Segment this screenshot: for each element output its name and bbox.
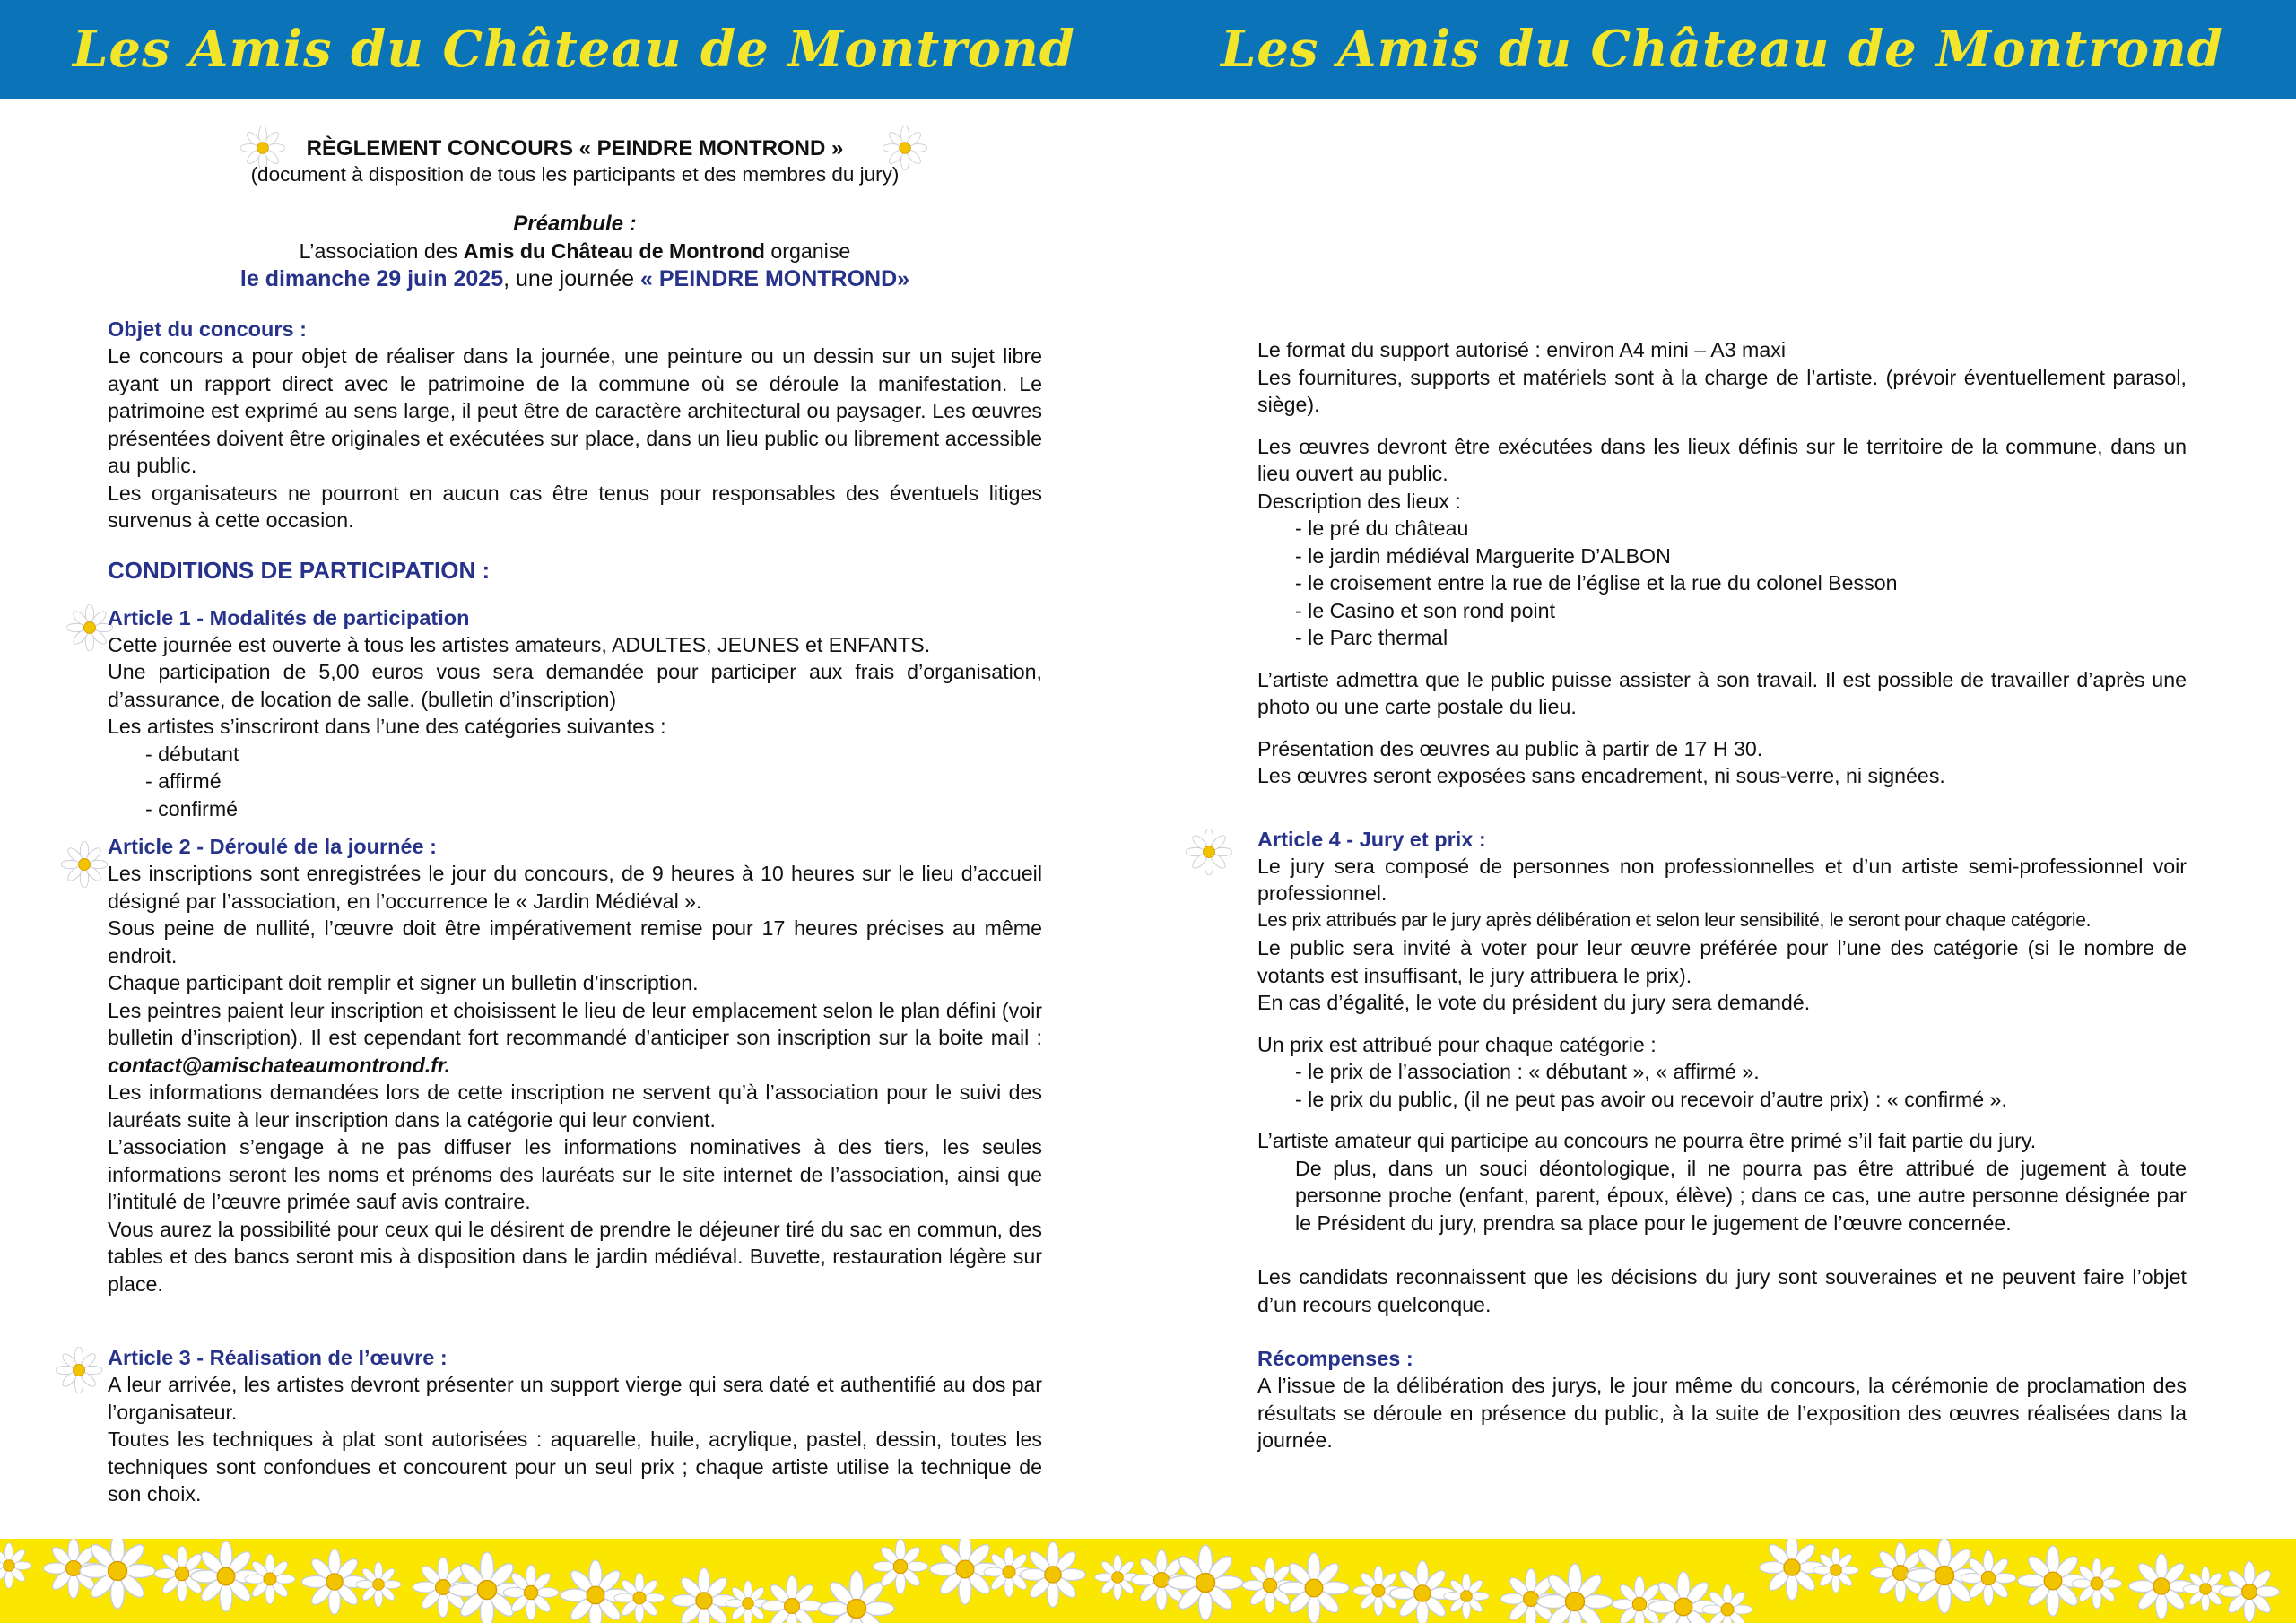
daisy-icon	[66, 604, 113, 651]
daisy-icon	[761, 1575, 822, 1623]
daisy-icon	[2129, 1554, 2195, 1619]
presentation-line-1: Présentation des œuvres au public à partir de 17 H 30.	[1257, 736, 1763, 760]
contact-email-link[interactable]: contact@amischateaumontrond.fr.	[108, 1053, 451, 1077]
recompenses-text: A l’issue de la délibération des jurys, le jour même du concours, la cérémonie de proclamation des résultats se déroule en présence du public, à la suite de l’exposition des œuvres réalisées dans la journée.	[1257, 1374, 2187, 1452]
article-4-heading: Article 4 - Jury et prix :	[1257, 827, 1486, 851]
article-4-p3: Le public sera invité à voter pour leur œuvre préférée pour l’une des catégorie (si le nombre de votants est insuffisant, le jury attribuera le prix).	[1257, 936, 2187, 987]
daisy-icon	[2219, 1561, 2279, 1621]
preamble-line-1	[108, 238, 1042, 265]
objet-text-2: Les organisateurs ne pourront en aucun cas être tenus pour responsables des éventuels litiges survenus à cette occasion.	[108, 481, 1042, 532]
presentation-line-2: Les œuvres seront exposées sans encadrement, ni sous-verre, ni signées.	[1257, 764, 1945, 787]
article-2-p1: Les inscriptions sont enregistrées le jour du concours, de 9 heures à 10 heures sur le lieu d’accueil désigné par l’association, en l’occurrence le « Jardin Médiéval ».	[108, 862, 1042, 913]
prix-intro: Un prix est attribué pour chaque catégorie :	[1257, 1032, 1657, 1056]
category-item: - débutant	[145, 742, 239, 766]
daisy-icon	[245, 1554, 295, 1604]
rules-title: RÈGLEMENT CONCOURS « PEINDRE MONTROND »	[306, 136, 844, 161]
category-item: - affirmé	[145, 769, 222, 793]
daisy-icon	[61, 841, 108, 888]
lieux-text: Les œuvres devront être exécutées dans les lieux définis sur le territoire de la commune, dans un lieu ouvert au public.	[1257, 434, 2187, 485]
public-text: L’artiste admettra que le public puisse assister à son travail. Il est possible de travailler d’après une photo ou une carte postale du lieu.	[1257, 667, 2187, 718]
article-1-line-3: Les artistes s’inscriront dans l’une des catégories suivantes :	[108, 715, 666, 738]
format-line-2: Les fournitures, supports et matériels sont à la charge de l’artiste. (prévoir éventuellement parasol, siège).	[1257, 365, 2187, 416]
recompenses-heading: Récompenses :	[1257, 1347, 1413, 1370]
preamble-text: L’association des	[299, 239, 464, 263]
daisy-icon	[561, 1560, 631, 1623]
article-1-line-2: Une participation de 5,00 euros vous sera demandée pour participer aux frais d’organisation, d’assurance, de location de salle. (bulletin d’inscription)	[108, 660, 1042, 711]
article-2-p3: Chaque participant doit remplir et signer un bulletin d’inscription.	[108, 971, 699, 994]
daisy-icon	[1444, 1574, 1489, 1619]
association-name: Amis du Château de Montrond	[463, 239, 765, 263]
amateur-line: L’artiste amateur qui participe au concours ne pourra être primé s’il fait partie du jury.	[1257, 1129, 2037, 1152]
article-2-p6: L’association s’engage à ne pas diffuser les informations nominatives à des tiers, les seules informations seront les noms et prénoms des lauréats sur le site internet de l’association, ainsi que l’intitulé de l’œuvre primée sauf avis contraire.	[108, 1135, 1042, 1213]
daisy-icon	[726, 1581, 770, 1623]
header-left	[0, 0, 1148, 99]
event-name: « PEINDRE MONTROND»	[640, 265, 910, 291]
lieu-item: - le jardin médiéval Marguerite D’ALBON	[1295, 543, 1671, 568]
category-item: - confirmé	[145, 796, 239, 820]
article-2-p5: Les informations demandées lors de cette inscription ne servent qu’à l’association pour le suivi des lauréats suite à leur inscription dans la catégorie qui leur convient.	[108, 1081, 1042, 1132]
lieu-item: - le Casino et son rond point	[1295, 598, 1556, 622]
conditions-heading: CONDITIONS DE PARTICIPATION :	[108, 556, 491, 584]
daisy-icon	[1021, 1542, 1086, 1608]
daisy-icon	[80, 1539, 155, 1609]
objet-text: Le concours a pour objet de réaliser dans la journée, une peinture ou un dessin sur un sujet libre ayant un rapport direct avec le patrimoine de la commune où se déroule la manifestation. Le patrimoine est exprimé au sens large, il peut être de caractère architectural ou paysager. Les œuvres présentées doivent être originales et exécutées sur place, dans un lieu public ou librement accessible au public.	[108, 344, 1042, 477]
objet-heading: Objet du concours :	[108, 317, 307, 341]
article-3-p2: Toutes les techniques à plat sont autorisées : aquarelle, huile, acrylique, pastel, dessin, toutes les techniques sont confondues et concourent pour un seul prix ; chaque artiste utilise la technique de son choix.	[108, 1428, 1042, 1506]
preamble-heading: Préambule :	[513, 212, 637, 236]
lieu-item: - le pré du château	[1295, 516, 1469, 540]
preamble-text: organise	[764, 239, 851, 263]
article-2-p2: Sous peine de nullité, l’œuvre doit être impérativement remise pour 17 heures précises au même endroit.	[108, 916, 1042, 968]
daisy-icon	[672, 1568, 737, 1623]
preamble-text: , une journée	[503, 265, 641, 291]
header-title-right: Les Amis du Château de Montrond	[1221, 20, 2223, 79]
article-4-p2: Les prix attribués par le jury après délibération et selon leur sensibilité, le seront pour chaque catégorie.	[1257, 909, 2092, 931]
article-3-p1: A leur arrivée, les artistes devront présenter un support vierge qui sera daté et authentifié au dos par l’organisateur.	[108, 1373, 1042, 1424]
prix-item: - le prix de l’association : « débutant », « affirmé ».	[1295, 1060, 1760, 1083]
article-2-p7: Vous aurez la possibilité pour ceux qui le désirent de prendre le déjeuner tiré du sac en commun, des tables et des bancs seront mis à disposition dans le jardin médiéval. Buvette, restauration légère sur place.	[108, 1217, 1042, 1296]
daisy-icon	[356, 1562, 401, 1607]
daisy-icon	[56, 1347, 102, 1393]
header-title-left: Les Amis du Château de Montrond	[73, 20, 1075, 79]
header-right	[1148, 0, 2296, 99]
lieu-item: - le Parc thermal	[1295, 626, 1448, 649]
rules-subtitle: (document à disposition de tous les participants et des membres du jury)	[250, 163, 900, 186]
daisy-icon	[1168, 1545, 1243, 1620]
lieux-description: Description des lieux :	[1257, 489, 1461, 513]
event-date: le dimanche 29 juin 2025	[239, 265, 504, 291]
article-1-line-1: Cette journée est ouverte à tous les artistes amateurs, ADULTES, JEUNES et ENFANTS.	[108, 632, 931, 656]
daisy-icon	[2072, 1558, 2122, 1609]
daisy-icon	[302, 1549, 368, 1615]
amateur-paragraph: De plus, dans un souci déontologique, il ne pourra pas être attribué de jugement à toute personne proche (enfant, parent, époux, élève) ; dans ce cas, une autre personne désignée par le Président du jury, prendra sa place pour le jugement de l’œuvre concernée.	[1295, 1156, 2187, 1235]
candidats-text: Les candidats reconnaissent que les décisions du jury sont souveraines et ne peuvent faire l’objet d’un recours quelconque.	[1257, 1265, 2187, 1316]
rules-title-block	[108, 135, 1042, 292]
daisy-band	[0, 1539, 2296, 1623]
daisy-icon	[1648, 1572, 1718, 1623]
daisy-icon	[1186, 829, 1232, 875]
article-4-p4: En cas d’égalité, le vote du président du jury sera demandé.	[1257, 991, 1811, 1014]
daisy-icon	[1612, 1576, 1667, 1623]
article-2-heading: Article 2 - Déroulé de la journée :	[108, 835, 437, 858]
format-line-1: Le format du support autorisé : environ A4 mini – A3 maxi	[1257, 338, 1787, 361]
daisy-icon	[614, 1573, 665, 1623]
article-3-heading: Article 3 - Réalisation de l’œuvre :	[108, 1346, 448, 1369]
article-4-p1: Le jury sera composé de personnes non professionnelles et d’un artiste semi-professionnel voir professionnel.	[1257, 854, 2187, 905]
lieu-item: - le croisement entre la rue de l’église et la rue du colonel Besson	[1295, 571, 1898, 595]
prix-item: - le prix du public, (il ne peut pas avoir ou recevoir d’autre prix) : « confirmé ».	[1295, 1087, 2007, 1111]
article-1-heading: Article 1 - Modalités de participation	[108, 605, 470, 629]
right-page	[1257, 99, 2187, 1454]
daisy-icon	[0, 1543, 31, 1588]
daisy-band-flowers	[0, 1539, 2296, 1623]
daisy-icon	[1279, 1553, 1349, 1623]
left-page	[108, 99, 1042, 1508]
preamble-line-2	[108, 265, 1042, 293]
article-2-p4	[108, 997, 1042, 1080]
daisy-icon	[1390, 1561, 1456, 1623]
article-2-p4-text: Les peintres paient leur inscription et choisissent le lieu de leur emplacement selon le plan défini (voir bulletin d’inscription). Il est cependant fort recommandé d’anticiper son inscription sur la boite mail :	[108, 998, 1042, 1049]
daisy-icon	[1813, 1548, 1858, 1593]
